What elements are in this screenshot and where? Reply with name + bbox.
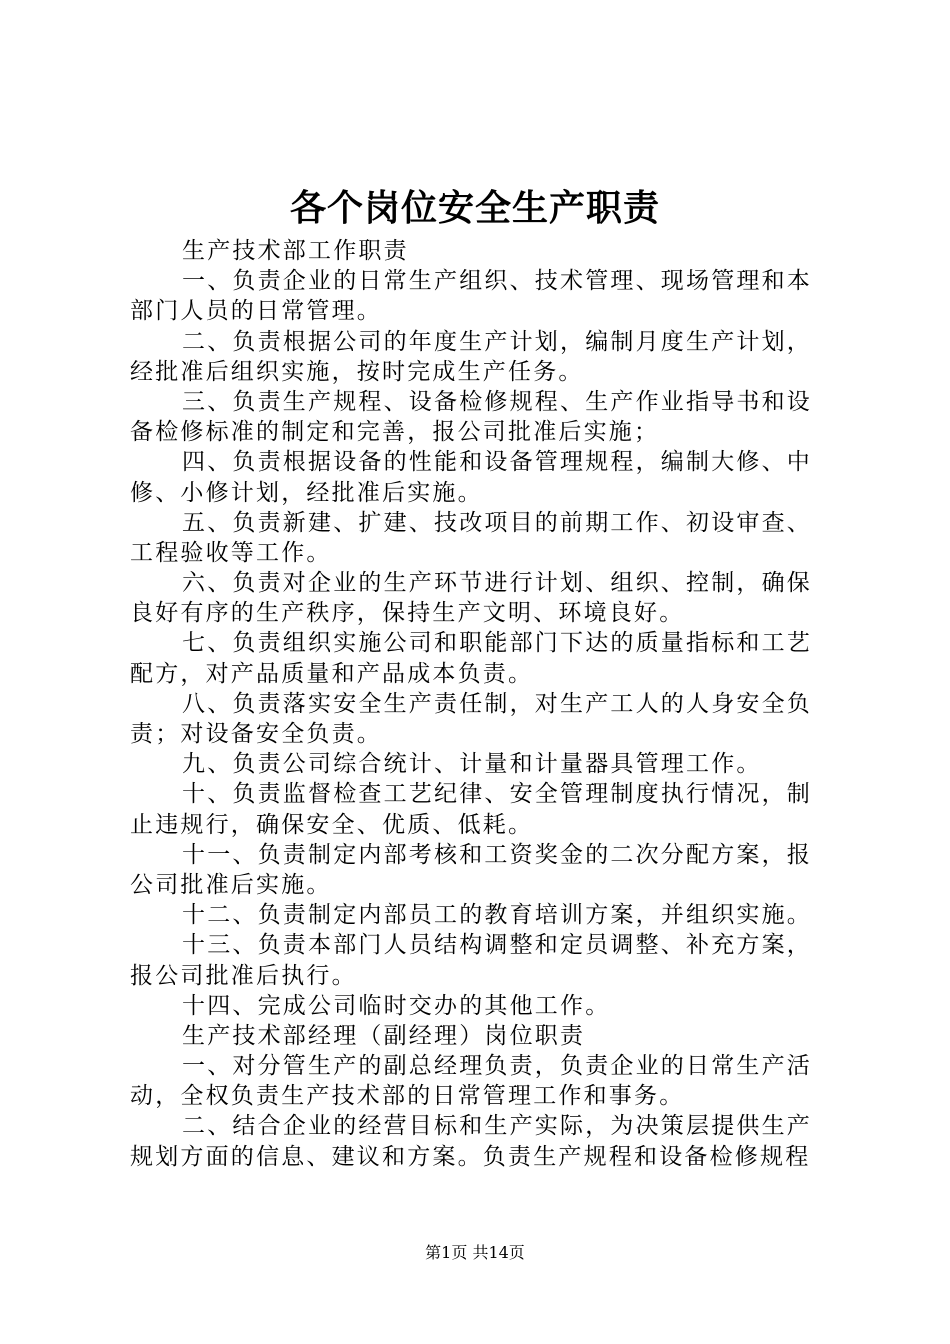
- paragraph-line: 经批准后组织实施，按时完成生产任务。: [130, 358, 584, 385]
- paragraph-line: 九、负责公司综合统计、计量和计量器具管理工作。: [182, 751, 762, 778]
- paragraph-line: 五、负责新建、扩建、技改项目的前期工作、初设审查、: [182, 509, 812, 536]
- paragraph-line: 报公司批准后执行。: [130, 962, 357, 989]
- paragraph-line: 八、负责落实安全生产责任制，对生产工人的人身安全负: [182, 690, 812, 717]
- page-number-footer: 第1页 共14页: [425, 1243, 525, 1262]
- paragraph-line: 十、负责监督检查工艺纪律、安全管理制度执行情况，制: [182, 781, 812, 808]
- section-heading: 生产技术部经理（副经理）岗位职责: [182, 1022, 586, 1049]
- paragraph-line: 备检修标准的制定和完善，报公司批准后实施；: [130, 419, 660, 446]
- paragraph-line: 规划方面的信息、建议和方案。负责生产规程和设备检修规程: [130, 1143, 811, 1170]
- paragraph-line: 一、负责企业的日常生产组织、技术管理、现场管理和本: [182, 268, 812, 295]
- section-heading: 生产技术部工作职责: [182, 238, 409, 264]
- paragraph-line: 十二、负责制定内部员工的教育培训方案，并组织实施。: [182, 902, 812, 929]
- paragraph-line: 六、负责对企业的生产环节进行计划、组织、控制，确保: [182, 570, 812, 597]
- document-body: [130, 236, 830, 1172]
- paragraph-line: 良好有序的生产秩序，保持生产文明、环境良好。: [130, 600, 685, 627]
- paragraph-line: 止违规行，确保安全、优质、低耗。: [130, 811, 534, 838]
- paragraph-line: 三、负责生产规程、设备检修规程、生产作业指导书和设: [182, 388, 812, 415]
- paragraph-line: 责；对设备安全负责。: [130, 721, 382, 747]
- paragraph-line: 部门人员的日常管理。: [130, 298, 382, 325]
- paragraph-line: 二、负责根据公司的年度生产计划，编制月度生产计划，: [182, 328, 812, 355]
- paragraph-line: 十四、完成公司临时交办的其他工作。: [182, 992, 611, 1019]
- paragraph-line: 修、小修计划，经批准后实施。: [130, 479, 483, 506]
- paragraph-line: 七、负责组织实施公司和职能部门下达的质量指标和工艺: [182, 630, 812, 657]
- paragraph-line: 配方，对产品质量和产品成本负责。: [130, 660, 534, 687]
- paragraph-line: 十三、负责本部门人员结构调整和定员调整、补充方案，: [182, 932, 812, 959]
- paragraph-line: 四、负责根据设备的性能和设备管理规程，编制大修、中: [182, 449, 812, 476]
- paragraph-line: 公司批准后实施。: [130, 871, 332, 898]
- paragraph-line: 工程验收等工作。: [130, 539, 332, 566]
- paragraph-line: 十一、负责制定内部考核和工资奖金的二次分配方案，报: [182, 841, 812, 868]
- document-title: 各个岗位安全生产职责: [289, 187, 660, 229]
- paragraph-line: 一、对分管生产的副总经理负责，负责企业的日常生产活: [182, 1053, 812, 1080]
- paragraph-line: 二、结合企业的经营目标和生产实际，为决策层提供生产: [182, 1113, 812, 1140]
- paragraph-line: 动，全权负责生产技术部的日常管理工作和事务。: [130, 1083, 685, 1110]
